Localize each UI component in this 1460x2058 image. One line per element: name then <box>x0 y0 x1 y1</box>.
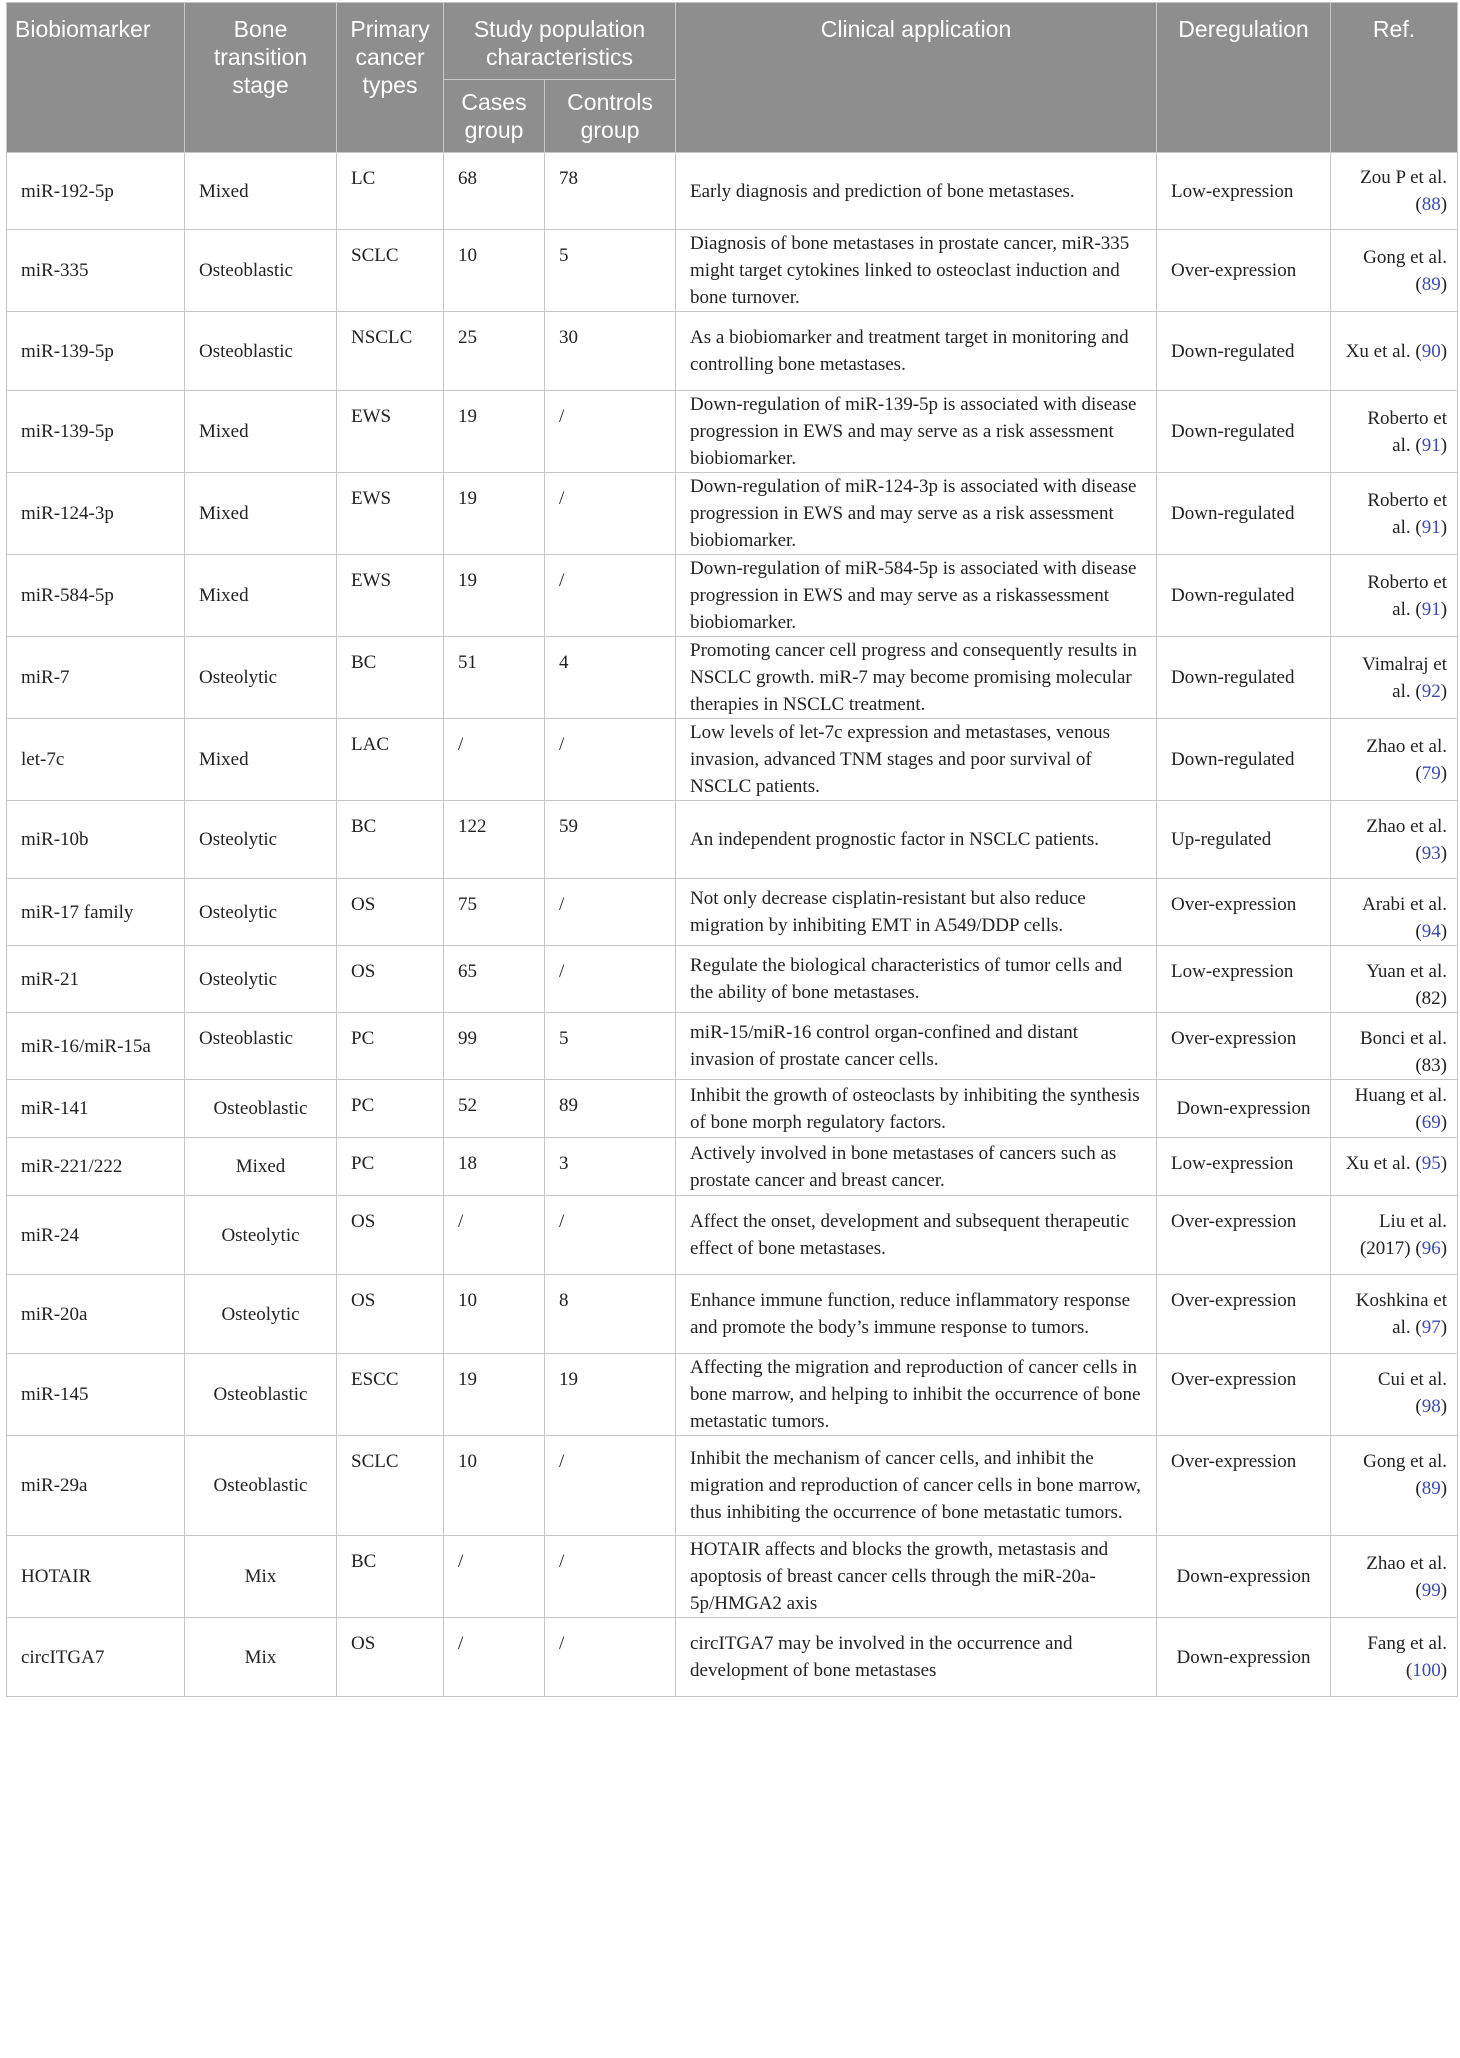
ref-citation-link[interactable]: 79 <box>1421 762 1441 784</box>
cell-controls: 30 <box>545 312 676 391</box>
cell-biomarker: circITGA7 <box>7 1618 185 1697</box>
ref-author: Zhao et al. ( <box>1366 815 1448 864</box>
cell-clinical: Promoting cancer cell progress and consequently results in NSCLC growth. miR-7 may become promising molecular therapies in NSCLC treatment. <box>676 637 1157 719</box>
cell-cases: 19 <box>444 473 545 555</box>
header-biomarker: Biobiomarker <box>7 3 185 153</box>
cell-cancer-type: BC <box>337 1536 444 1618</box>
cell-cases: / <box>444 1196 545 1275</box>
cell-ref <box>1331 1275 1458 1354</box>
cell-bone-stage: Osteoblastic <box>185 312 337 391</box>
cell-controls: / <box>545 879 676 946</box>
cell-ref <box>1331 879 1458 946</box>
ref-citation-link[interactable]: 69 <box>1421 1111 1441 1133</box>
cell-cases: 68 <box>444 153 545 230</box>
cell-deregulation: Down-regulated <box>1157 473 1331 555</box>
cell-controls: 4 <box>545 637 676 719</box>
table-row <box>7 1275 1458 1354</box>
cell-cancer-type: PC <box>337 1080 444 1138</box>
cell-bone-stage: Osteolytic <box>185 801 337 879</box>
cell-clinical: Down-regulation of miR-584-5p is associated with disease progression in EWS and may serve as a riskassessment biobiomarker. <box>676 555 1157 637</box>
cell-clinical: Regulate the biological characteristics of tumor cells and the ability of bone metastases. <box>676 946 1157 1013</box>
cell-cases: 51 <box>444 637 545 719</box>
cell-bone-stage: Mix <box>185 1536 337 1618</box>
table-row <box>7 153 1458 230</box>
header-clinical: Clinical application <box>676 3 1157 153</box>
cell-bone-stage: Osteoblastic <box>185 1354 337 1436</box>
cell-cases: / <box>444 1536 545 1618</box>
ref-close: ) <box>1440 1478 1448 1499</box>
ref-close: ) <box>1440 1238 1448 1259</box>
cell-bone-stage: Osteoblastic <box>185 1436 337 1536</box>
cell-clinical: Diagnosis of bone metastases in prostate cancer, miR-335 might target cytokines linked to osteoclast induction and bone turnover. <box>676 230 1157 312</box>
ref-close: ) <box>1440 434 1448 456</box>
ref-close: ) <box>1440 1579 1448 1601</box>
table-row <box>7 719 1458 801</box>
table-row <box>7 1138 1458 1196</box>
ref-author: Yuan et al.(82) <box>1366 961 1448 1009</box>
cell-bone-stage: Osteoblastic <box>185 1013 337 1080</box>
cell-deregulation: Low-expression <box>1157 946 1331 1013</box>
cell-ref <box>1331 391 1458 473</box>
ref-close: ) <box>1440 842 1448 864</box>
cell-ref <box>1331 1138 1458 1196</box>
ref-citation-link[interactable]: 94 <box>1421 921 1441 942</box>
cell-cancer-type: LC <box>337 153 444 230</box>
ref-author: Xu et al. ( <box>1345 1153 1422 1174</box>
cell-cases: 99 <box>444 1013 545 1080</box>
cell-cases: 52 <box>444 1080 545 1138</box>
ref-author: Zhao et al. ( <box>1366 1552 1448 1601</box>
cell-deregulation: Over-expression <box>1157 879 1331 946</box>
cell-deregulation: Low-expression <box>1157 1138 1331 1196</box>
cell-deregulation: Up-regulated <box>1157 801 1331 879</box>
cell-deregulation: Down-expression <box>1157 1536 1331 1618</box>
cell-biomarker: miR-17 family <box>7 879 185 946</box>
cell-cancer-type: ESCC <box>337 1354 444 1436</box>
cell-controls: / <box>545 1618 676 1697</box>
cell-controls: / <box>545 391 676 473</box>
ref-author: Liu et al. (2017) ( <box>1359 1211 1448 1259</box>
table-row <box>7 946 1458 1013</box>
cell-bone-stage: Osteolytic <box>185 1196 337 1275</box>
cell-controls: / <box>545 555 676 637</box>
cell-cancer-type: SCLC <box>337 1436 444 1536</box>
cell-clinical: An independent prognostic factor in NSCLC patients. <box>676 801 1157 879</box>
ref-close: ) <box>1440 340 1448 362</box>
ref-close: ) <box>1440 273 1448 295</box>
cell-cancer-type: EWS <box>337 391 444 473</box>
cell-cases: 65 <box>444 946 545 1013</box>
cell-cancer-type: NSCLC <box>337 312 444 391</box>
cell-deregulation: Down-regulated <box>1157 637 1331 719</box>
cell-controls: / <box>545 1536 676 1618</box>
cell-biomarker: miR-16/miR-15a <box>7 1013 185 1080</box>
table-row <box>7 555 1458 637</box>
cell-ref <box>1331 1536 1458 1618</box>
cell-deregulation: Over-expression <box>1157 1275 1331 1354</box>
ref-close: ) <box>1440 680 1448 702</box>
cell-cancer-type: BC <box>337 801 444 879</box>
ref-close: ) <box>1440 762 1448 784</box>
table-row <box>7 879 1458 946</box>
cell-cases: 122 <box>444 801 545 879</box>
cell-clinical: miR-15/miR-16 control organ-confined and distant invasion of prostate cancer cells. <box>676 1013 1157 1080</box>
header-controls: Controls group <box>545 80 676 153</box>
cell-bone-stage: Osteolytic <box>185 637 337 719</box>
cell-controls: 5 <box>545 1013 676 1080</box>
cell-bone-stage: Osteolytic <box>185 879 337 946</box>
ref-close: ) <box>1440 516 1448 538</box>
table-row <box>7 1196 1458 1275</box>
cell-bone-stage: Osteolytic <box>185 946 337 1013</box>
cell-controls: / <box>545 473 676 555</box>
cell-deregulation: Low-expression <box>1157 153 1331 230</box>
ref-citation-link[interactable]: 91 <box>1421 516 1441 538</box>
cell-controls: / <box>545 1436 676 1536</box>
cell-bone-stage: Mixed <box>185 719 337 801</box>
cell-cancer-type: EWS <box>337 473 444 555</box>
cell-ref <box>1331 719 1458 801</box>
cell-deregulation: Down-regulated <box>1157 719 1331 801</box>
cell-controls: 3 <box>545 1138 676 1196</box>
ref-author: Koshkina et al. ( <box>1355 1290 1448 1338</box>
cell-biomarker: miR-335 <box>7 230 185 312</box>
ref-close: ) <box>1440 194 1448 215</box>
cell-ref <box>1331 1436 1458 1536</box>
cell-ref <box>1331 801 1458 879</box>
ref-citation-link[interactable]: 89 <box>1421 273 1441 295</box>
cell-ref <box>1331 1196 1458 1275</box>
ref-author: Vimalraj et al. ( <box>1362 653 1448 702</box>
cell-ref <box>1331 1013 1458 1080</box>
ref-author: Zou P et al. ( <box>1360 167 1448 215</box>
ref-citation-link[interactable]: 100 <box>1412 1660 1441 1681</box>
cell-biomarker: miR-20a <box>7 1275 185 1354</box>
table-row <box>7 473 1458 555</box>
cell-clinical: Inhibit the growth of osteoclasts by inhibiting the synthesis of bone morph regulatory factors. <box>676 1080 1157 1138</box>
cell-ref <box>1331 1080 1458 1138</box>
ref-author: Arabi et al. ( <box>1362 894 1448 942</box>
cell-clinical: Enhance immune function, reduce inflammatory response and promote the body’s immune response to tumors. <box>676 1275 1157 1354</box>
cell-cases: 10 <box>444 1436 545 1536</box>
cell-biomarker: miR-145 <box>7 1354 185 1436</box>
cell-clinical: As a biobiomarker and treatment target in monitoring and controlling bone metastases. <box>676 312 1157 391</box>
cell-clinical: Down-regulation of miR-124-3p is associated with disease progression in EWS and may serve as a risk assessment biobiomarker. <box>676 473 1157 555</box>
ref-citation-link[interactable]: 97 <box>1421 1317 1441 1338</box>
ref-citation-link[interactable]: 90 <box>1421 340 1441 362</box>
ref-author: Gong et al. ( <box>1363 1451 1448 1499</box>
cell-cases: / <box>444 1618 545 1697</box>
cell-cancer-type: OS <box>337 1618 444 1697</box>
ref-close: ) <box>1440 598 1448 620</box>
ref-author: Bonci et al.(83) <box>1359 1028 1448 1076</box>
cell-cases: 10 <box>444 230 545 312</box>
cell-clinical: Early diagnosis and prediction of bone metastases. <box>676 153 1157 230</box>
cell-cases: 75 <box>444 879 545 946</box>
ref-author: Roberto et al. ( <box>1367 407 1448 456</box>
table-row <box>7 391 1458 473</box>
cell-cancer-type: PC <box>337 1013 444 1080</box>
ref-close: ) <box>1440 921 1448 942</box>
cell-cancer-type: OS <box>337 879 444 946</box>
cell-ref <box>1331 637 1458 719</box>
cell-controls: 89 <box>545 1080 676 1138</box>
ref-citation-link[interactable]: 92 <box>1421 680 1441 702</box>
table-header <box>7 3 1458 153</box>
table-row <box>7 637 1458 719</box>
biomarker-table-container <box>6 2 1457 1697</box>
cell-controls: 8 <box>545 1275 676 1354</box>
cell-controls: 59 <box>545 801 676 879</box>
table-body <box>7 153 1458 1697</box>
header-ref: Ref. <box>1331 3 1458 153</box>
cell-cancer-type: EWS <box>337 555 444 637</box>
ref-author: Gong et al. ( <box>1363 246 1448 295</box>
cell-ref <box>1331 946 1458 1013</box>
cell-bone-stage: Osteoblastic <box>185 230 337 312</box>
ref-close: ) <box>1440 1153 1448 1174</box>
cell-clinical: Low levels of let-7c expression and metastases, venous invasion, advanced TNM stages and poor survival of NSCLC patients. <box>676 719 1157 801</box>
table-row <box>7 312 1458 391</box>
ref-close: ) <box>1440 1396 1448 1417</box>
cell-ref <box>1331 473 1458 555</box>
biomarker-table <box>6 2 1458 1697</box>
cell-bone-stage: Osteoblastic <box>185 1080 337 1138</box>
table-row <box>7 1354 1458 1436</box>
header-cases: Cases group <box>444 80 545 153</box>
cell-cancer-type: BC <box>337 637 444 719</box>
ref-close: ) <box>1440 1660 1448 1681</box>
cell-biomarker: miR-124-3p <box>7 473 185 555</box>
ref-close: ) <box>1440 1317 1448 1338</box>
ref-citation-link[interactable]: 93 <box>1421 842 1441 864</box>
cell-clinical: HOTAIR affects and blocks the growth, metastasis and apoptosis of breast cancer cells through the miR-20a-5p/HMGA2 axis <box>676 1536 1157 1618</box>
cell-cancer-type: LAC <box>337 719 444 801</box>
cell-cases: 19 <box>444 391 545 473</box>
table-row <box>7 1080 1458 1138</box>
ref-author: Huang et al. ( <box>1354 1084 1448 1133</box>
cell-deregulation: Over-expression <box>1157 1196 1331 1275</box>
ref-citation-link[interactable]: 95 <box>1421 1153 1441 1174</box>
ref-citation-link[interactable]: 89 <box>1421 1478 1441 1499</box>
cell-biomarker: miR-139-5p <box>7 391 185 473</box>
cell-controls: 5 <box>545 230 676 312</box>
cell-clinical: Not only decrease cisplatin-resistant but also reduce migration by inhibiting EMT in A549/DDP cells. <box>676 879 1157 946</box>
cell-ref <box>1331 312 1458 391</box>
ref-author: Zhao et al. ( <box>1366 735 1448 784</box>
cell-clinical: circITGA7 may be involved in the occurrence and development of bone metastases <box>676 1618 1157 1697</box>
cell-cancer-type: OS <box>337 1196 444 1275</box>
cell-deregulation: Over-expression <box>1157 230 1331 312</box>
cell-ref <box>1331 555 1458 637</box>
cell-controls: / <box>545 1196 676 1275</box>
cell-biomarker: miR-192-5p <box>7 153 185 230</box>
header-bone-stage: Bone transition stage <box>185 3 337 153</box>
cell-controls: 19 <box>545 1354 676 1436</box>
cell-biomarker: miR-29a <box>7 1436 185 1536</box>
cell-biomarker: miR-141 <box>7 1080 185 1138</box>
cell-deregulation: Down-regulated <box>1157 312 1331 391</box>
cell-bone-stage: Mixed <box>185 555 337 637</box>
header-deregulation: Deregulation <box>1157 3 1331 153</box>
ref-citation-link[interactable]: 99 <box>1421 1579 1441 1601</box>
ref-citation-link[interactable]: 91 <box>1421 434 1441 456</box>
table-row <box>7 1436 1458 1536</box>
ref-author: Xu et al. ( <box>1345 340 1422 362</box>
cell-cases: / <box>444 719 545 801</box>
cell-cancer-type: SCLC <box>337 230 444 312</box>
cell-cases: 19 <box>444 1354 545 1436</box>
cell-ref <box>1331 230 1458 312</box>
ref-author: Cui et al. ( <box>1377 1369 1448 1417</box>
cell-clinical: Affecting the migration and reproduction of cancer cells in bone marrow, and helping to inhibit the occurrence of bone metastatic tumors. <box>676 1354 1157 1436</box>
cell-deregulation: Down-expression <box>1157 1080 1331 1138</box>
table-row <box>7 1536 1458 1618</box>
ref-author: Roberto et al. ( <box>1367 571 1448 620</box>
table-row <box>7 1013 1458 1080</box>
cell-bone-stage: Mix <box>185 1618 337 1697</box>
ref-citation-link[interactable]: 88 <box>1421 194 1441 215</box>
cell-deregulation: Down-expression <box>1157 1618 1331 1697</box>
cell-ref <box>1331 1354 1458 1436</box>
cell-deregulation: Over-expression <box>1157 1436 1331 1536</box>
table-row <box>7 801 1458 879</box>
cell-ref <box>1331 153 1458 230</box>
cell-biomarker: miR-221/222 <box>7 1138 185 1196</box>
cell-bone-stage: Osteolytic <box>185 1275 337 1354</box>
cell-clinical: Actively involved in bone metastases of cancers such as prostate cancer and breast cancer. <box>676 1138 1157 1196</box>
cell-biomarker: miR-584-5p <box>7 555 185 637</box>
ref-author: Fang et al. ( <box>1367 1633 1448 1681</box>
ref-citation-link[interactable]: 91 <box>1421 598 1441 620</box>
cell-deregulation: Down-regulated <box>1157 391 1331 473</box>
header-study-population: Study population characteristics <box>444 3 676 80</box>
cell-bone-stage: Mixed <box>185 1138 337 1196</box>
cell-clinical: Inhibit the mechanism of cancer cells, and inhibit the migration and reproduction of cancer cells in bone marrow, thus inhibiting the occurrence of bone metastatic tumors. <box>676 1436 1157 1536</box>
cell-controls: / <box>545 719 676 801</box>
cell-controls: / <box>545 946 676 1013</box>
cell-bone-stage: Mixed <box>185 391 337 473</box>
cell-cancer-type: OS <box>337 946 444 1013</box>
cell-biomarker: miR-10b <box>7 801 185 879</box>
cell-cases: 25 <box>444 312 545 391</box>
cell-cancer-type: OS <box>337 1275 444 1354</box>
cell-deregulation: Down-regulated <box>1157 555 1331 637</box>
cell-biomarker: miR-21 <box>7 946 185 1013</box>
ref-citation-link[interactable]: 96 <box>1421 1238 1441 1259</box>
table-row <box>7 230 1458 312</box>
cell-biomarker: miR-139-5p <box>7 312 185 391</box>
cell-biomarker: miR-24 <box>7 1196 185 1275</box>
cell-clinical: Down-regulation of miR-139-5p is associated with disease progression in EWS and may serve as a risk assessment biobiomarker. <box>676 391 1157 473</box>
cell-cancer-type: PC <box>337 1138 444 1196</box>
cell-cases: 10 <box>444 1275 545 1354</box>
ref-citation-link[interactable]: 98 <box>1421 1396 1441 1417</box>
cell-deregulation: Over-expression <box>1157 1013 1331 1080</box>
cell-biomarker: HOTAIR <box>7 1536 185 1618</box>
table-row <box>7 1618 1458 1697</box>
cell-cases: 19 <box>444 555 545 637</box>
ref-author: Roberto et al. ( <box>1367 489 1448 538</box>
cell-deregulation: Over-expression <box>1157 1354 1331 1436</box>
cell-biomarker: let-7c <box>7 719 185 801</box>
ref-close: ) <box>1440 1111 1448 1133</box>
header-cancer-types: Primary cancer types <box>337 3 444 153</box>
cell-biomarker: miR-7 <box>7 637 185 719</box>
cell-cases: 18 <box>444 1138 545 1196</box>
cell-ref <box>1331 1618 1458 1697</box>
cell-controls: 78 <box>545 153 676 230</box>
cell-bone-stage: Mixed <box>185 473 337 555</box>
cell-clinical: Affect the onset, development and subsequent therapeutic effect of bone metastases. <box>676 1196 1157 1275</box>
cell-bone-stage: Mixed <box>185 153 337 230</box>
